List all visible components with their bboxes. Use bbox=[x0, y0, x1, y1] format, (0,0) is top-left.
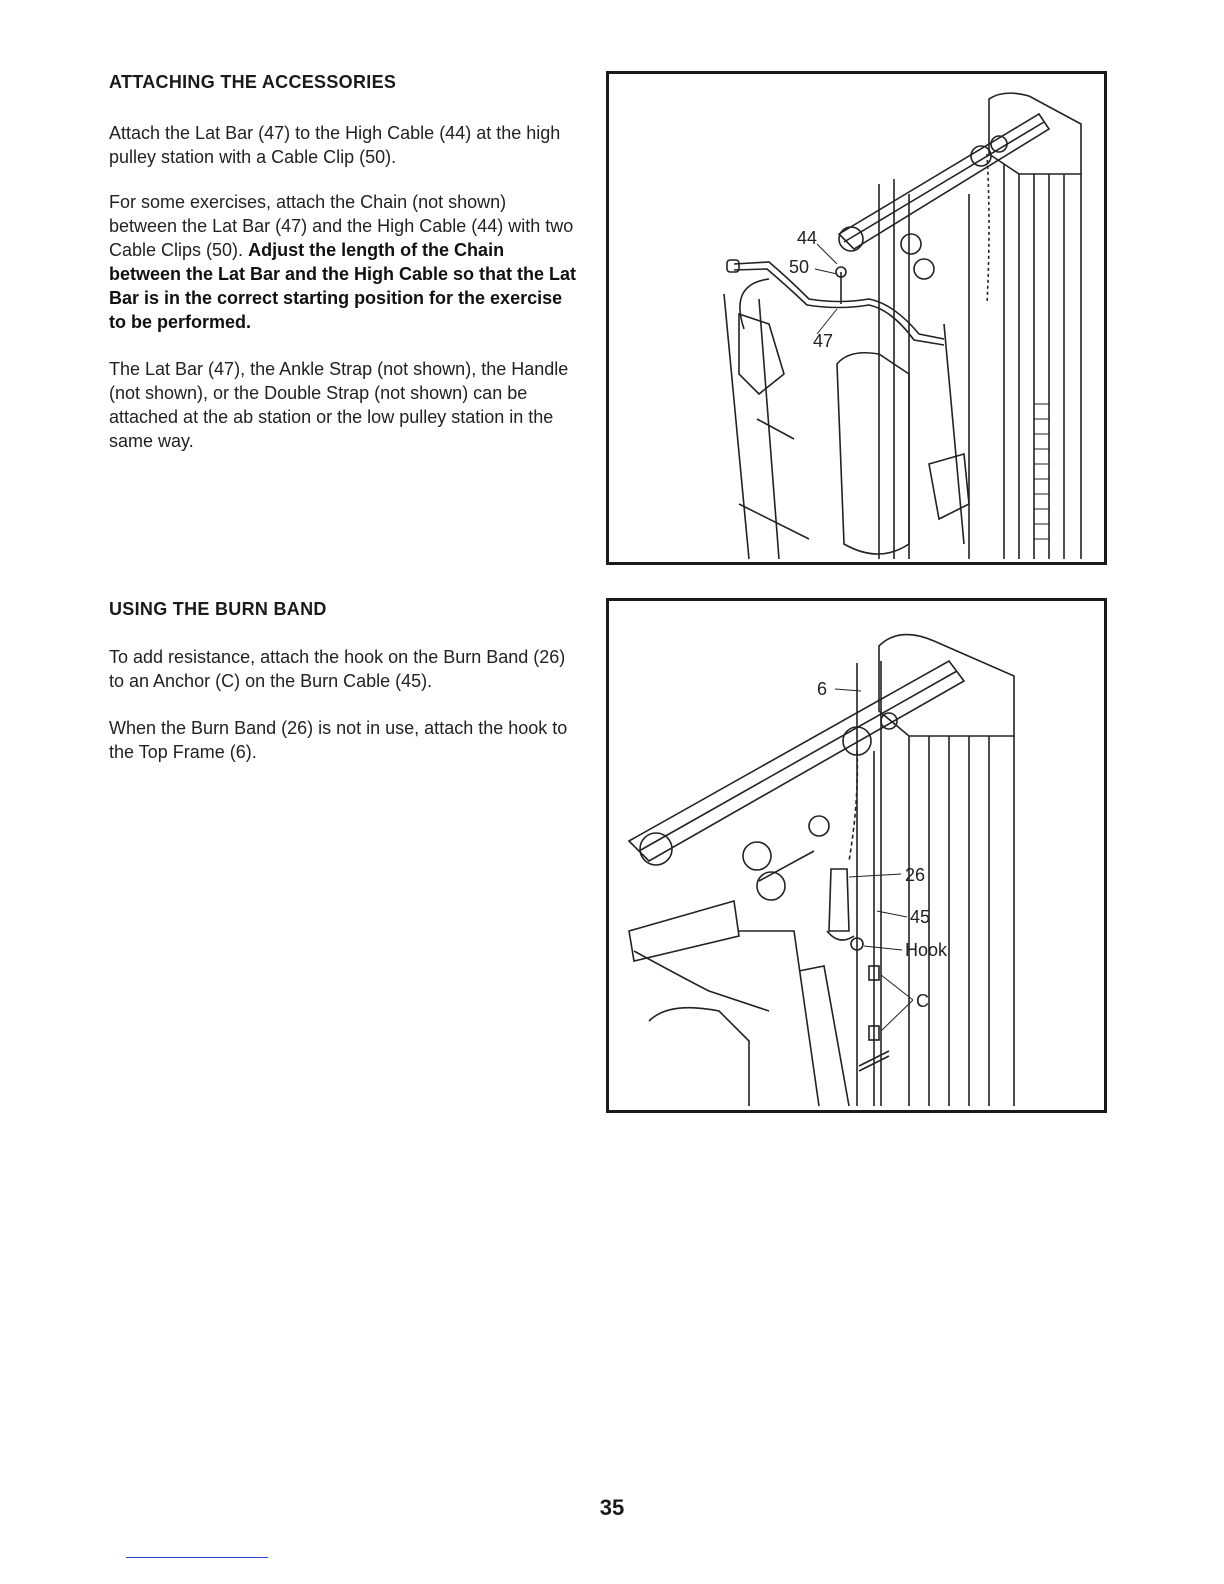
figure-lat-bar-attachment bbox=[606, 71, 1107, 565]
burn-band-illustration bbox=[609, 601, 1104, 1110]
burn-band-paragraph-1: To add resistance, attach the hook on the Burn Band (26) to an Anchor (C) on the Burn Cable (45). bbox=[109, 647, 566, 691]
accessories-paragraph-1: Attach the Lat Bar (47) to the High Cable (44) at the high pulley station with a Cable Clip (50). bbox=[109, 123, 561, 167]
accessories-paragraph-2-text: For some exercises, attach the Chain (not shown) between the Lat Bar (47) and the High Cable (44) with two Cable Clips (50). bbox=[109, 192, 574, 260]
burn-band-paragraph-2: When the Burn Band (26) is not in use, attach the hook to the Top Frame (6). bbox=[109, 718, 568, 762]
callout-50: 50 bbox=[789, 257, 810, 277]
callout-47: 47 bbox=[813, 331, 834, 351]
callout-6: 6 bbox=[817, 679, 828, 699]
figure-burn-band bbox=[606, 598, 1107, 1113]
callout-44: 44 bbox=[797, 228, 818, 248]
callout-45: 45 bbox=[910, 907, 931, 927]
bottom-underline-decoration bbox=[126, 1557, 268, 1558]
section-heading-accessories: ATTACHING THE ACCESSORIES bbox=[109, 72, 397, 92]
callout-hook: Hook bbox=[905, 940, 948, 960]
accessories-paragraph-3: The Lat Bar (47), the Ankle Strap (not shown), the Handle (not shown), or the Double Strap (not shown) can be attached at the ab station or the low pulley station in the same way. bbox=[109, 359, 569, 451]
callout-26: 26 bbox=[905, 865, 926, 885]
callout-c: C bbox=[916, 991, 929, 1011]
accessories-paragraph-2-emphasis: Adjust the length of the Chain between the Lat Bar and the High Cable so that the Lat Bar is in the correct starting position for the exercise to be performed. bbox=[109, 240, 577, 332]
page-number: 35 bbox=[599, 1495, 625, 1520]
tower-cap-shape bbox=[989, 93, 1081, 174]
accessories-paragraph-2 bbox=[109, 190, 579, 334]
section-heading-burn-band: USING THE BURN BAND bbox=[109, 599, 327, 619]
lat-bar-illustration bbox=[609, 74, 1104, 562]
